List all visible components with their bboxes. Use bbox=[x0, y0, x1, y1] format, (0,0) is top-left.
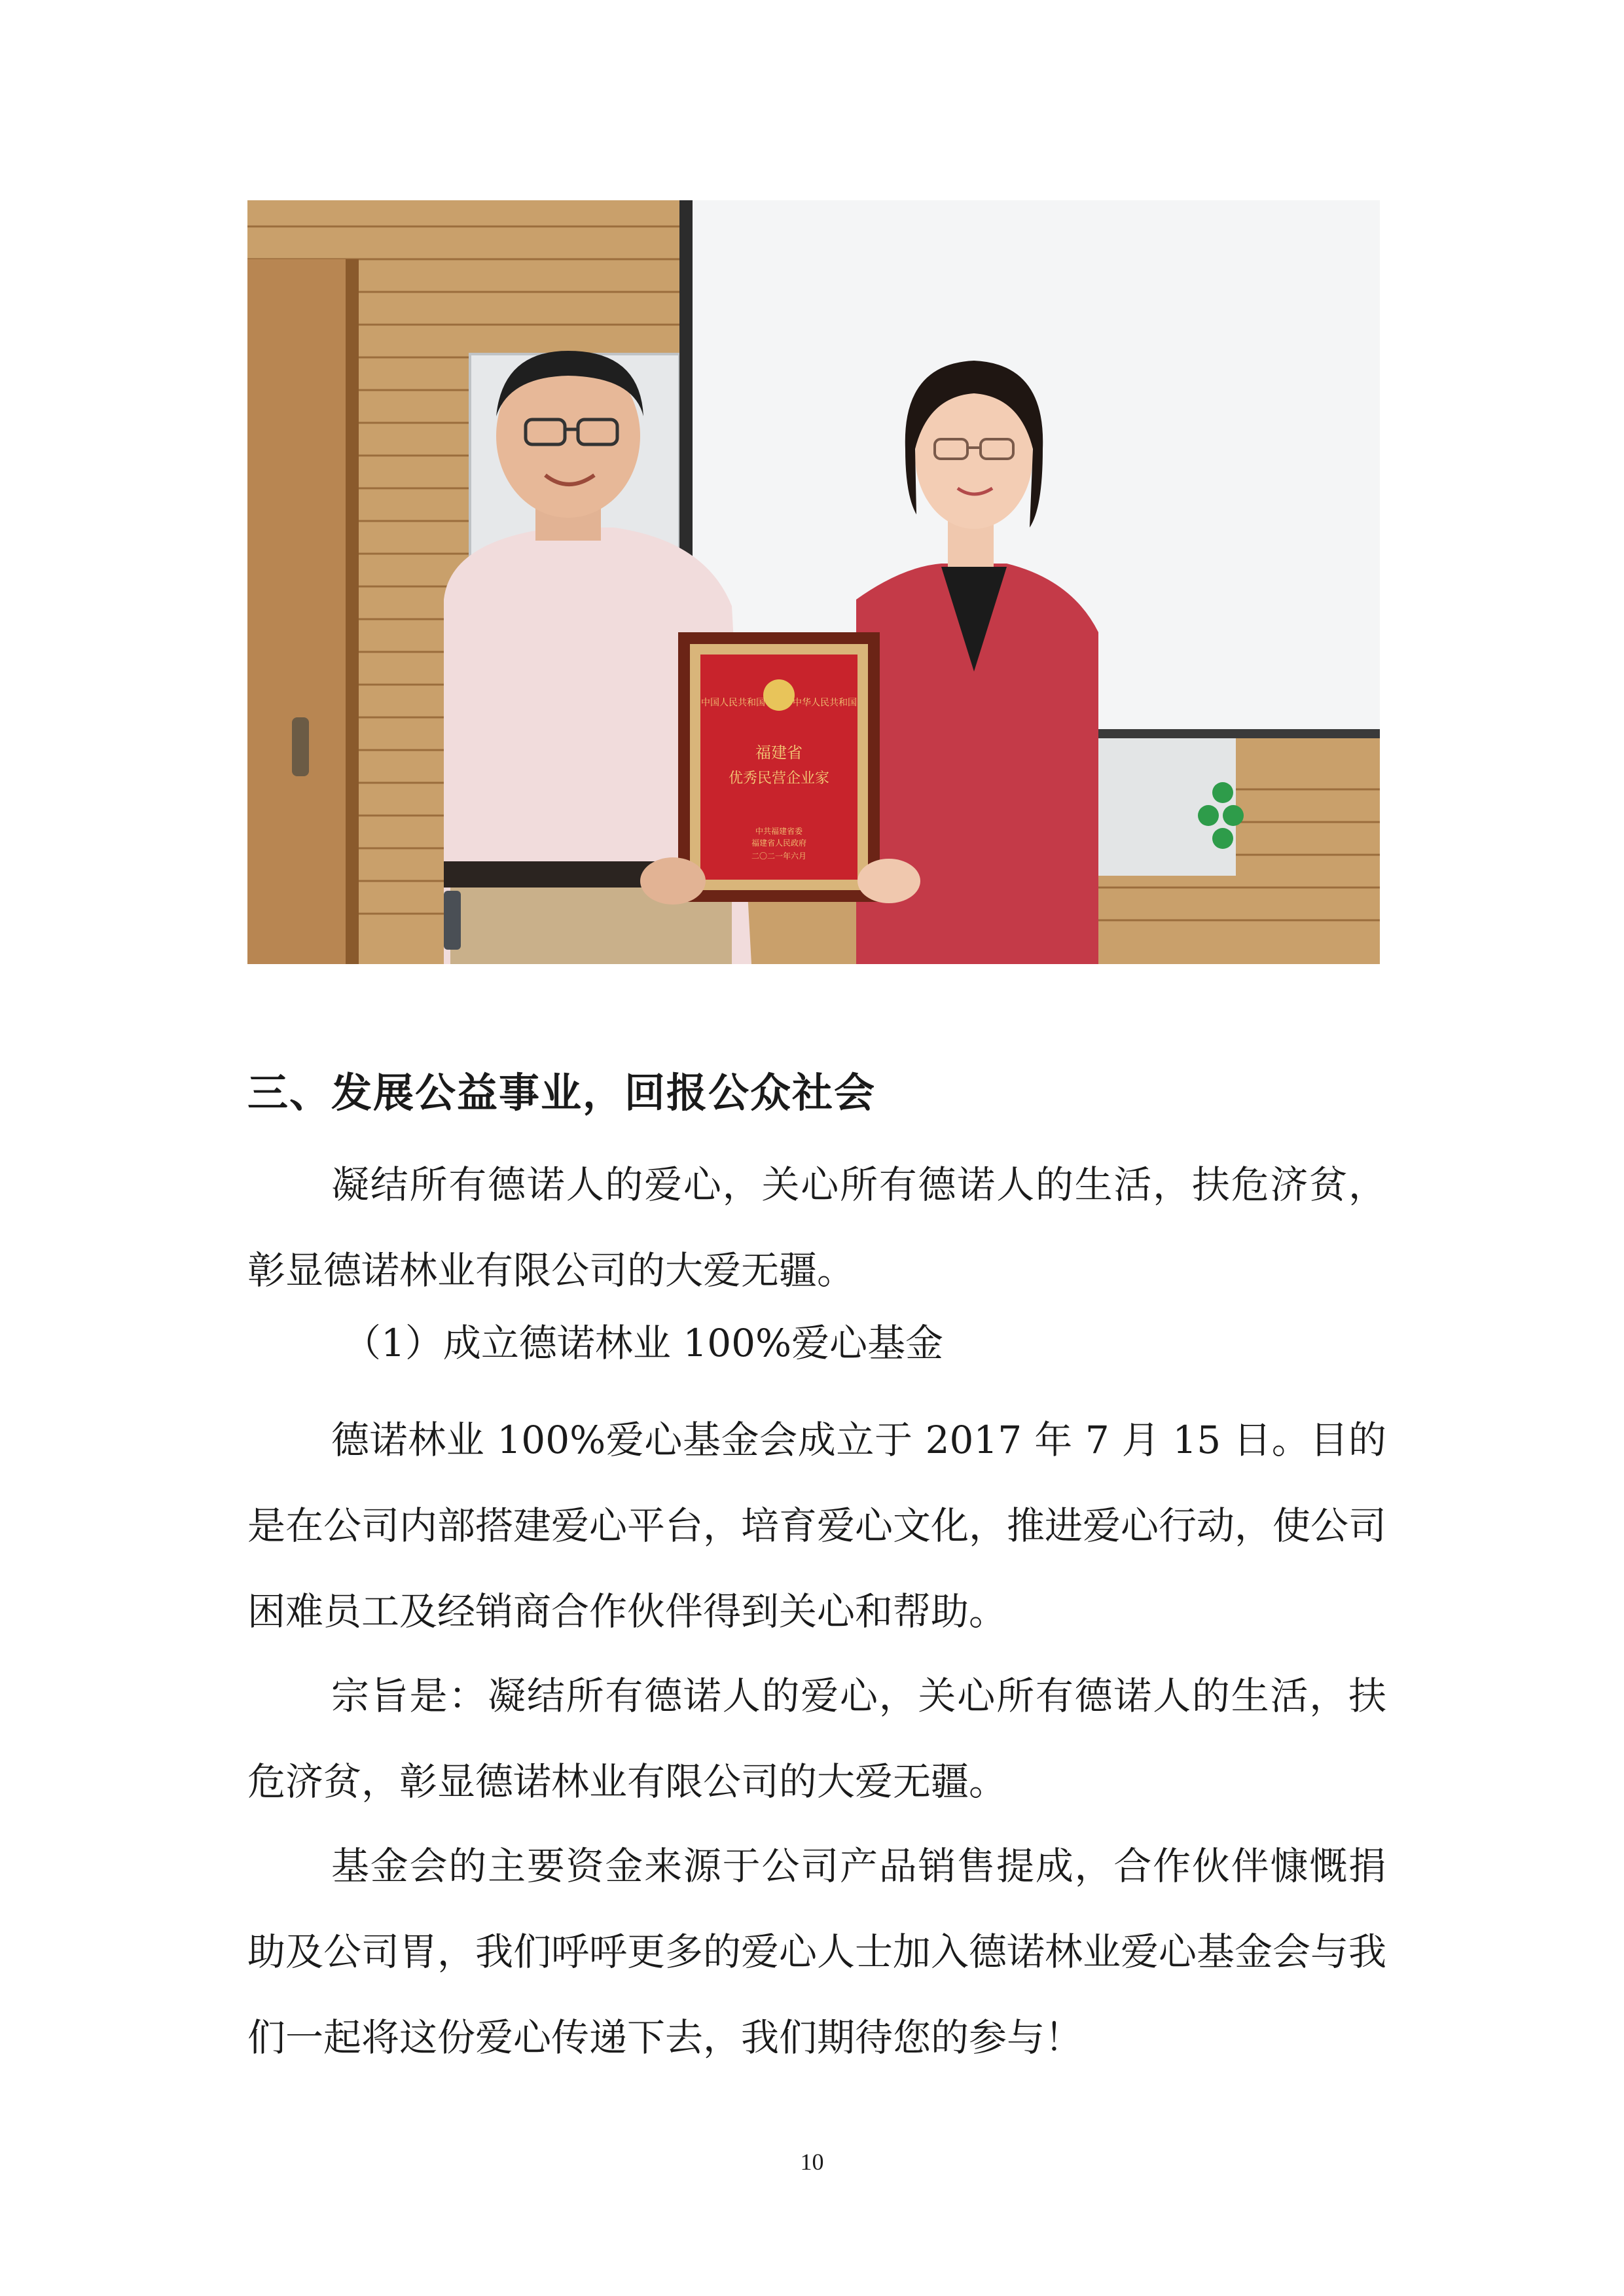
founding-paragraph: 德诺林业 100%爱心基金会成立于 2017 年 7 月 15 日。目的是在公司内部搭建爱心平台，培育爱心文化，推进爱心行动，使公司困难员工及经销商合作伙伴得到关心和帮助。 bbox=[247, 1418, 1387, 1634]
plaque-title-line1: 福建省 bbox=[755, 744, 803, 762]
plaque-arc-right: 中华人民共和国 bbox=[793, 698, 857, 708]
plaque-arc-left: 中国人民共和国 bbox=[701, 698, 765, 708]
plaque-issuer-line1: 中共福建省委 bbox=[755, 827, 803, 836]
section-heading: 三、发展公益事业，回报公众社会 bbox=[247, 1069, 876, 1117]
funding-paragraph: 基金会的主要资金来源于公司产品销售提成，合作伙伴慷慨捐助及公司胃，我们呼呼更多的爱心人士加入德诺林业爱心基金会与我们一起将这份爱心传递下去，我们期待您的参与！ bbox=[247, 1844, 1387, 2060]
purpose-paragraph: 宗旨是：凝结所有德诺人的爱心，关心所有德诺人的生活，扶危济贫，彰显德诺林业有限公司的大爱无疆。 bbox=[247, 1674, 1386, 1804]
page-number: 10 bbox=[800, 2149, 824, 2175]
plaque-date: 二〇二一年六月 bbox=[751, 852, 807, 861]
subheading: （1）成立德诺林业 100%爱心基金 bbox=[343, 1321, 944, 1365]
intro-paragraph: 凝结所有德诺人的爱心，关心所有德诺人的生活，扶危济贫，彰显德诺林业有限公司的大爱无疆。 bbox=[247, 1162, 1386, 1293]
award-photo bbox=[247, 200, 1380, 964]
plaque-issuer-line2: 福建省人民政府 bbox=[751, 838, 807, 848]
plaque-title-line2: 优秀民营企业家 bbox=[728, 770, 830, 787]
